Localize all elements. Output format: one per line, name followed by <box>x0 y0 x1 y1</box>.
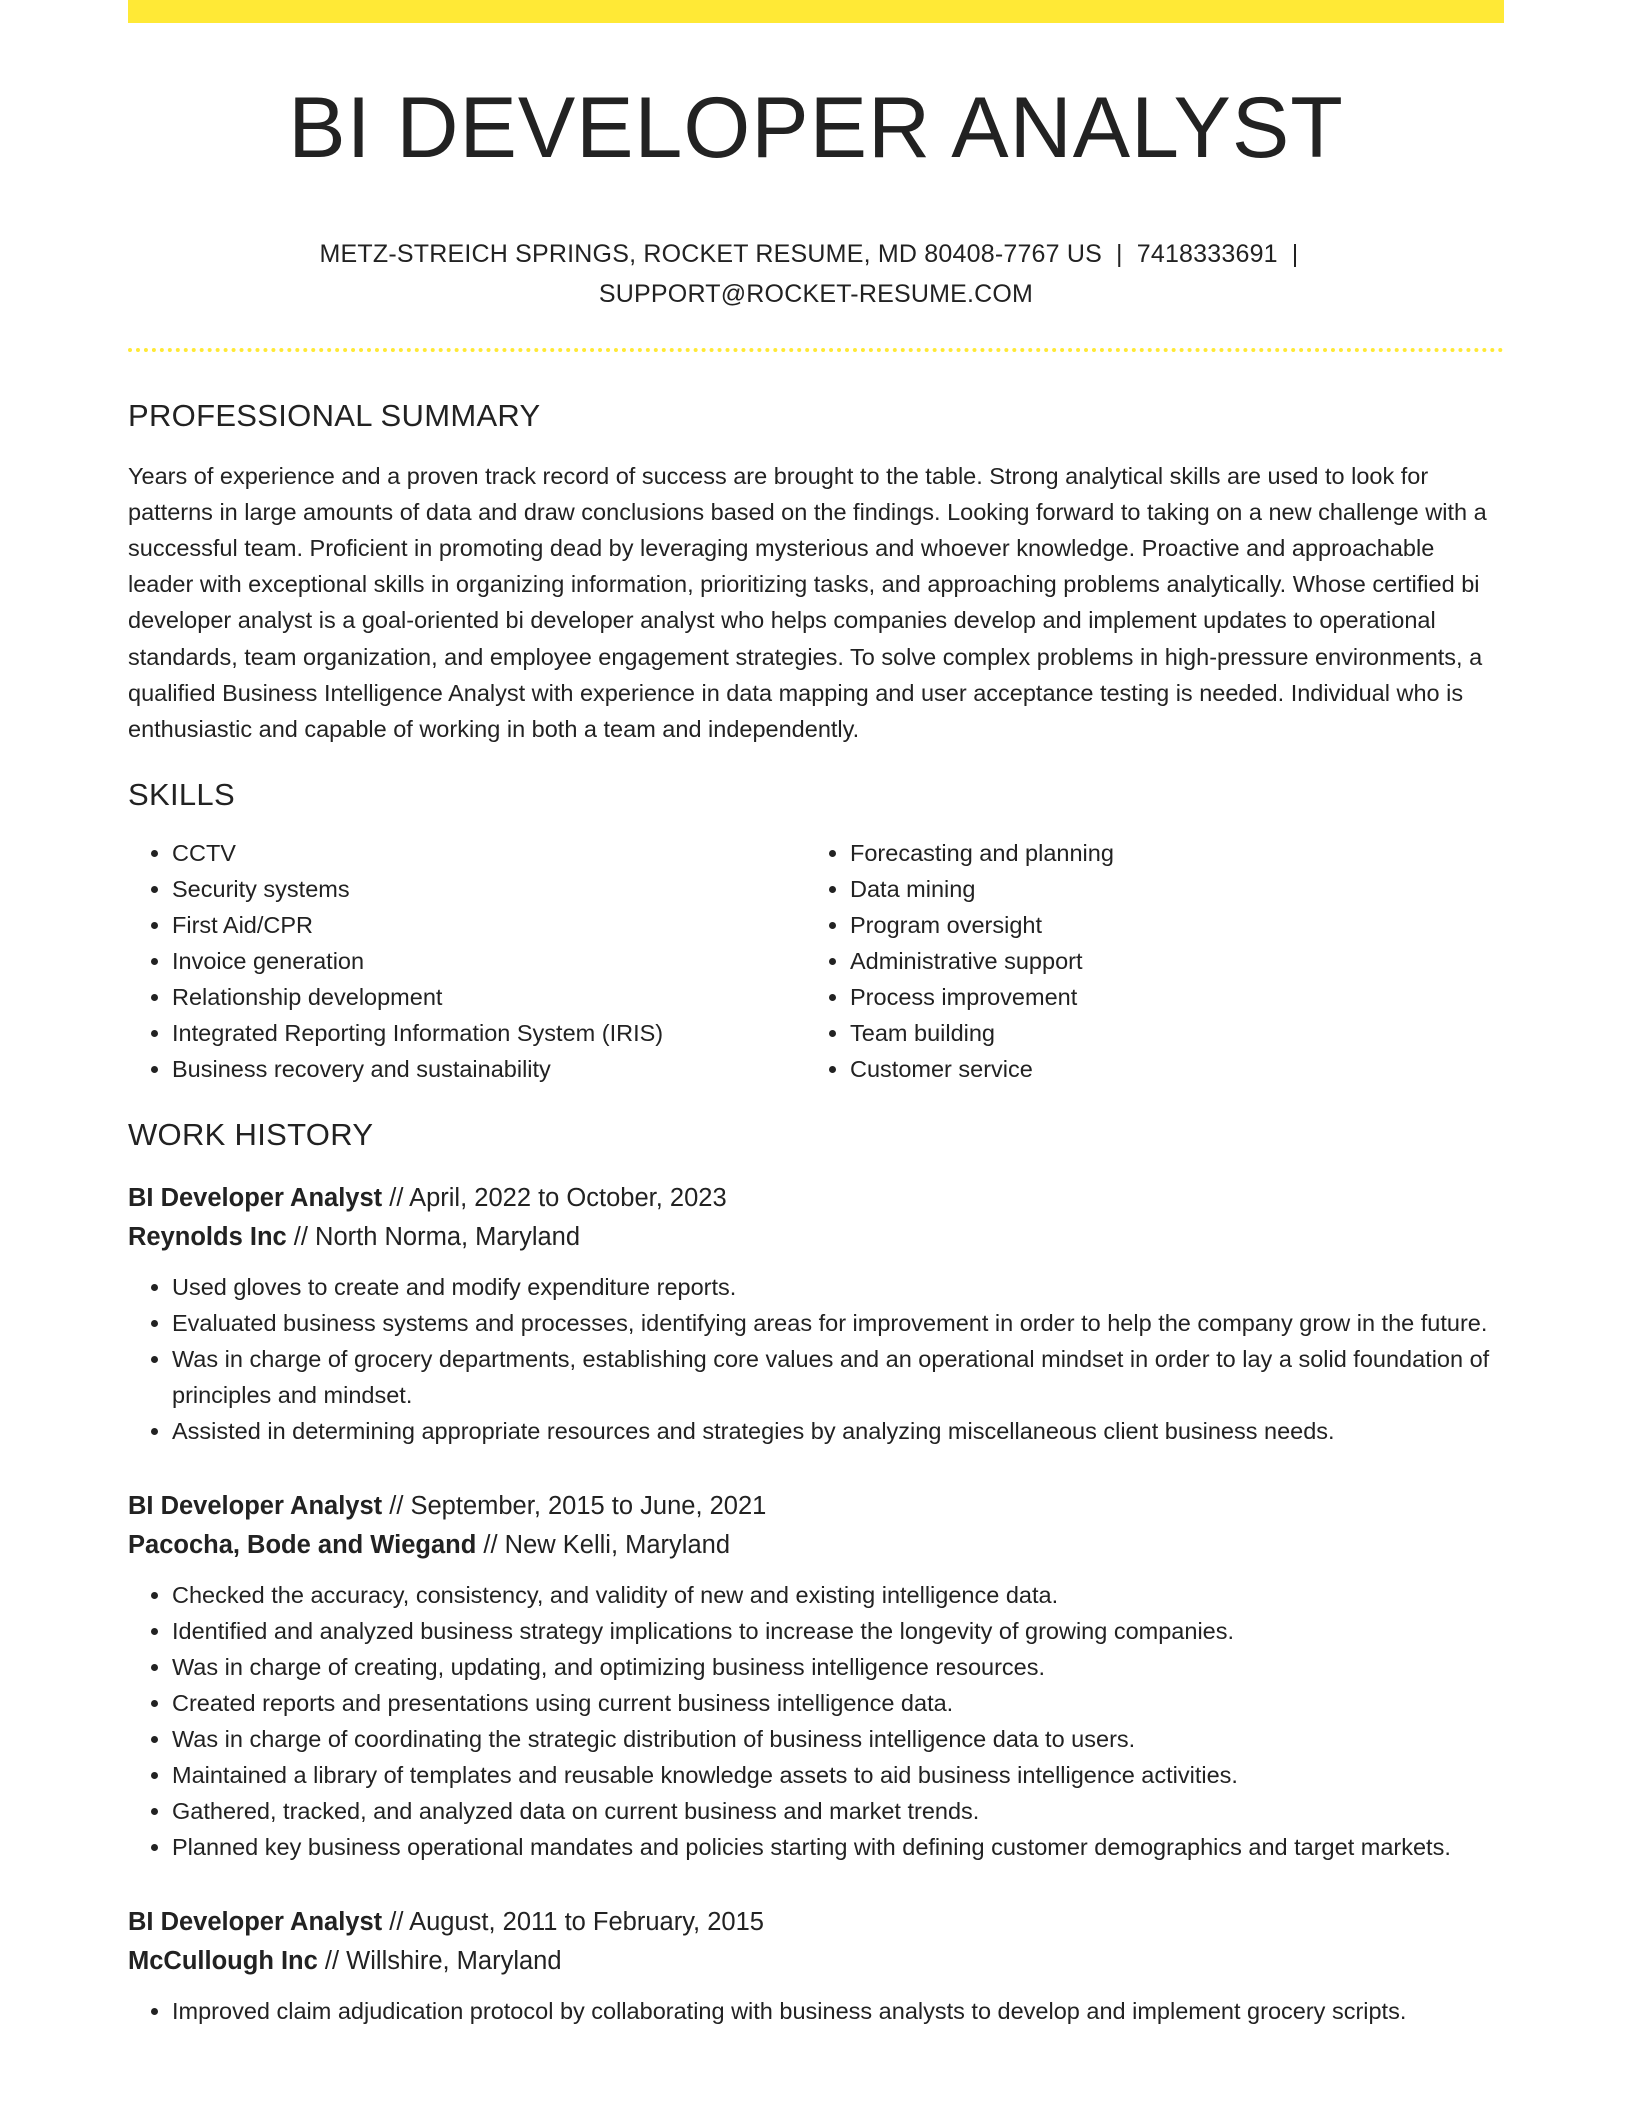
job-entry <box>128 1487 1504 1865</box>
job-role: BI Developer Analyst <box>128 1184 383 1213</box>
job-entry <box>128 1179 1504 1449</box>
skill-item: • Security systems <box>172 871 806 907</box>
work-history-heading: WORK HISTORY <box>128 1117 374 1153</box>
skill-item: • Forecasting and planning <box>850 835 1484 871</box>
skill-item: • Relationship development <box>172 979 806 1015</box>
skill-item: • Invoice generation <box>172 943 806 979</box>
job-bullet: • Maintained a library of templates and reusable knowledge assets to aid business intelligence activities. <box>172 1757 1504 1793</box>
job-title-line <box>128 1903 1504 1942</box>
contact-separator: | <box>1116 239 1123 268</box>
skill-item: • CCTV <box>172 835 806 871</box>
contact-info <box>128 234 1504 314</box>
skill-item: • Program oversight <box>850 907 1484 943</box>
job-title-line <box>128 1487 1504 1526</box>
contact-address: METZ-STREICH SPRINGS, ROCKET RESUME, MD 80408-7767 US <box>319 239 1103 268</box>
contact-separator: | <box>1291 239 1299 268</box>
job-company-line <box>128 1218 1504 1257</box>
job-bullet: • Used gloves to create and modify expenditure reports. <box>172 1269 1504 1305</box>
skills-column-left <box>128 835 806 1087</box>
job-bullet: • Evaluated business systems and processes, identifying areas for improvement in order to help the company grow in the future. <box>172 1305 1504 1341</box>
job-dates: // April, 2022 to October, 2023 <box>382 1184 727 1213</box>
job-role: BI Developer Analyst <box>128 1908 383 1937</box>
contact-phone: 7418333691 <box>1136 239 1278 268</box>
skills-column-right <box>806 835 1484 1087</box>
job-dates: // September, 2015 to June, 2021 <box>382 1492 767 1521</box>
skills-list <box>128 835 1504 1087</box>
skill-item: • Process improvement <box>850 979 1484 1015</box>
job-bullet: • Created reports and presentations using current business intelligence data. <box>172 1685 1504 1721</box>
job-bullet: • Was in charge of grocery departments, establishing core values and an operational mindset in order to lay a solid foundation of principles and mindset. <box>172 1341 1504 1413</box>
job-company-line <box>128 1942 1504 1981</box>
job-company: Reynolds Inc <box>128 1223 287 1252</box>
job-bullet: • Checked the accuracy, consistency, and validity of new and existing intelligence data. <box>172 1577 1504 1613</box>
job-bullet: • Was in charge of creating, updating, and optimizing business intelligence resources. <box>172 1649 1504 1685</box>
job-bullets <box>128 1577 1504 1865</box>
job-location: // North Norma, Maryland <box>286 1223 581 1252</box>
skill-item: • Administrative support <box>850 943 1484 979</box>
job-title-line <box>128 1179 1504 1218</box>
job-role: BI Developer Analyst <box>128 1492 383 1521</box>
job-bullets <box>128 1993 1504 2029</box>
job-bullet: • Identified and analyzed business strategy implications to increase the longevity of growing companies. <box>172 1613 1504 1649</box>
resume-page <box>128 0 1504 2029</box>
job-bullet: • Improved claim adjudication protocol by collaborating with business analysts to develop and implement grocery scripts. <box>172 1993 1504 2029</box>
job-company: Pacocha, Bode and Wiegand <box>128 1531 477 1560</box>
summary-heading: PROFESSIONAL SUMMARY <box>128 397 541 433</box>
job-dates: // August, 2011 to February, 2015 <box>382 1908 764 1937</box>
accent-bar <box>128 0 1504 23</box>
header-divider <box>128 348 1504 352</box>
contact-email: SUPPORT@ROCKET-RESUME.COM <box>598 279 1034 308</box>
skill-item: • Customer service <box>850 1051 1484 1087</box>
job-company-line <box>128 1526 1504 1565</box>
summary-text: Years of experience and a proven track record of success are brought to the table. Strong analytical skills are used to look for patterns in large amounts of data and draw conclusions based on the findings. Looking forward to taking on a new challenge with a successful team. Proficient in promoting dead by leveraging mysterious and whoever knowledge. Proactive and approachable leader with exceptional skills in organizing information, prioritizing tasks, and approaching problems analytically. Whose certified bi developer analyst is a goal-oriented bi developer analyst who helps companies develop and implement updates to operational standards, team organization, and employee engagement strategies. To solve complex problems in high-pressure environments, a qualified Business Intelligence Analyst with experience in data mapping and user acceptance testing is needed. Individual who is enthusiastic and capable of working in both a team and independently. <box>128 462 1487 743</box>
job-bullet: • Was in charge of coordinating the strategic distribution of business intelligence data to users. <box>172 1721 1504 1757</box>
job-bullet: • Assisted in determining appropriate resources and strategies by analyzing miscellaneous client business needs. <box>172 1413 1504 1449</box>
skills-heading: SKILLS <box>128 777 235 813</box>
skill-item: • Data mining <box>850 871 1484 907</box>
job-company: McCullough Inc <box>128 1947 318 1976</box>
skill-item: • First Aid/CPR <box>172 907 806 943</box>
skill-item: • Team building <box>850 1015 1484 1051</box>
resume-name: BI DEVELOPER ANALYST <box>288 80 1344 176</box>
job-entry <box>128 1903 1504 2029</box>
skill-item: • Business recovery and sustainability <box>172 1051 806 1087</box>
job-bullet: • Planned key business operational mandates and policies starting with defining customer demographics and target markets. <box>172 1829 1504 1865</box>
job-location: // Willshire, Maryland <box>317 1947 562 1976</box>
skill-item: • Integrated Reporting Information System (IRIS) <box>172 1015 806 1051</box>
job-bullet: • Gathered, tracked, and analyzed data on current business and market trends. <box>172 1793 1504 1829</box>
job-location: // New Kelli, Maryland <box>476 1531 731 1560</box>
job-bullets <box>128 1269 1504 1449</box>
